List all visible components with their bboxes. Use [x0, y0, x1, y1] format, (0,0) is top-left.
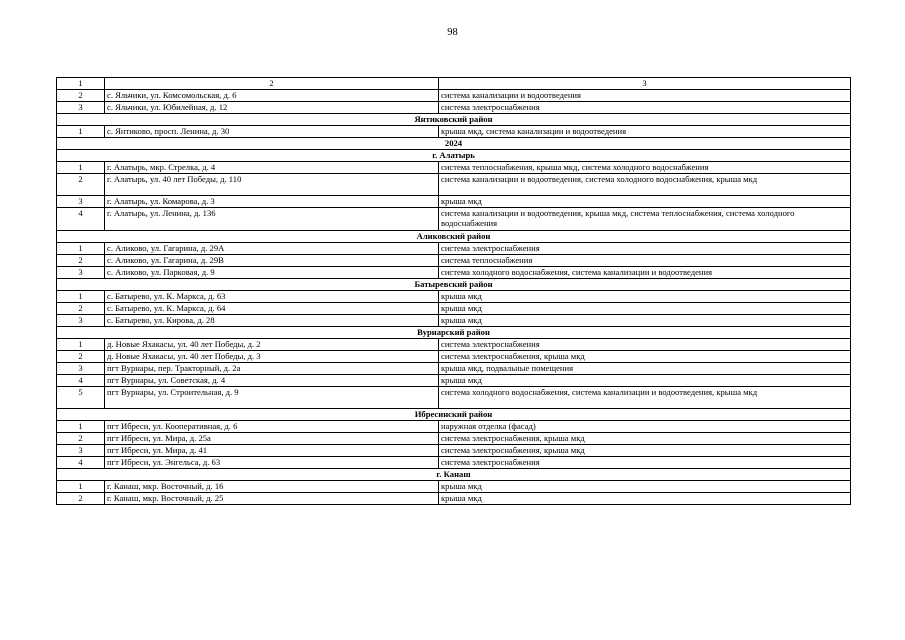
row-number-cell: 3 [57, 363, 105, 375]
systems-cell: система канализации и водоотведения, система холодного водоснабжения, крыша мкд [439, 174, 851, 196]
address-cell: г. Алатырь, ул. 40 лет Победы, д. 110 [105, 174, 439, 196]
header-cell-3: 3 [439, 78, 851, 90]
address-cell: пгт Ибреси, ул. Энгельса, д. 63 [105, 457, 439, 469]
section-heading: г. Канаш [57, 469, 851, 481]
systems-cell: система электроснабжения [439, 339, 851, 351]
address-cell: д. Новые Яхакасы, ул. 40 лет Победы, д. 3 [105, 351, 439, 363]
table-row [57, 267, 851, 279]
systems-cell: система электроснабжения [439, 243, 851, 255]
address-cell: г. Алатырь, ул. Ленина, д. 136 [105, 208, 439, 231]
address-cell: пгт Вурнары, ул. Советская, д. 4 [105, 375, 439, 387]
systems-cell: крыша мкд [439, 481, 851, 493]
systems-cell: система теплоснабжения, крыша мкд, система холодного водоснабжения [439, 162, 851, 174]
row-number-cell: 1 [57, 162, 105, 174]
section-heading-row [57, 469, 851, 481]
section-heading-row [57, 409, 851, 421]
section-heading: Аликовский район [57, 231, 851, 243]
repair-schedule-table [56, 77, 851, 505]
table-row [57, 387, 851, 409]
table-body [57, 78, 851, 505]
row-number-cell: 4 [57, 375, 105, 387]
section-heading: г. Алатырь [57, 150, 851, 162]
row-number-cell: 3 [57, 267, 105, 279]
systems-cell: система электроснабжения, крыша мкд [439, 445, 851, 457]
row-number-cell: 3 [57, 102, 105, 114]
address-cell: г. Канаш, мкр. Восточный, д. 16 [105, 481, 439, 493]
row-number-cell: 3 [57, 315, 105, 327]
row-number-cell: 2 [57, 90, 105, 102]
address-cell: пгт Ибреси, ул. Кооперативная, д. 6 [105, 421, 439, 433]
row-number-cell: 1 [57, 421, 105, 433]
row-number-cell: 5 [57, 387, 105, 409]
table-row [57, 162, 851, 174]
header-cell-1: 1 [57, 78, 105, 90]
row-number-cell: 1 [57, 126, 105, 138]
address-cell: с. Батырево, ул. К. Маркса, д. 64 [105, 303, 439, 315]
systems-cell: крыша мкд [439, 493, 851, 505]
table-row [57, 493, 851, 505]
table-row [57, 208, 851, 231]
table-row [57, 174, 851, 196]
row-number-cell: 2 [57, 303, 105, 315]
row-number-cell: 2 [57, 174, 105, 196]
section-heading-row [57, 150, 851, 162]
systems-cell: система электроснабжения, крыша мкд [439, 351, 851, 363]
address-cell: с. Аликово, ул. Гагарина, д. 29В [105, 255, 439, 267]
row-number-cell: 4 [57, 457, 105, 469]
table-row [57, 363, 851, 375]
row-number-cell: 2 [57, 255, 105, 267]
address-cell: с. Аликово, ул. Гагарина, д. 29А [105, 243, 439, 255]
row-number-cell: 1 [57, 339, 105, 351]
table-row [57, 315, 851, 327]
systems-cell: крыша мкд [439, 315, 851, 327]
section-heading: Вурнарский район [57, 327, 851, 339]
address-cell: пгт Вурнары, ул. Строительная, д. 9 [105, 387, 439, 409]
table-row [57, 457, 851, 469]
table-row [57, 351, 851, 363]
systems-cell: крыша мкд, система канализации и водоотведения [439, 126, 851, 138]
table-row [57, 102, 851, 114]
systems-cell: крыша мкд [439, 291, 851, 303]
table-row [57, 375, 851, 387]
row-number-cell: 3 [57, 196, 105, 208]
section-heading: 2024 [57, 138, 851, 150]
table-row [57, 196, 851, 208]
systems-cell: система электроснабжения [439, 102, 851, 114]
address-cell: пгт Ибреси, ул. Мира, д. 41 [105, 445, 439, 457]
table-row [57, 243, 851, 255]
table-row [57, 255, 851, 267]
address-cell: г. Алатырь, ул. Комарова, д. 3 [105, 196, 439, 208]
column-number-header-row [57, 78, 851, 90]
address-cell: с. Янтиково, просп. Ленина, д. 30 [105, 126, 439, 138]
table-row [57, 303, 851, 315]
address-cell: г. Канаш, мкр. Восточный, д. 25 [105, 493, 439, 505]
systems-cell: наружная отделка (фасад) [439, 421, 851, 433]
section-heading: Ибресинский район [57, 409, 851, 421]
address-cell: г. Алатырь, мкр. Стрелка, д. 4 [105, 162, 439, 174]
row-number-cell: 2 [57, 351, 105, 363]
table-row [57, 291, 851, 303]
table-row [57, 421, 851, 433]
table-row [57, 445, 851, 457]
table-row [57, 90, 851, 102]
row-number-cell: 3 [57, 445, 105, 457]
systems-cell: система холодного водоснабжения, система канализации и водоотведения, крыша мкд [439, 387, 851, 409]
row-number-cell: 1 [57, 291, 105, 303]
section-heading-row [57, 231, 851, 243]
address-cell: пгт Вурнары, пер. Тракторный, д. 2а [105, 363, 439, 375]
section-heading: Батыревский район [57, 279, 851, 291]
address-cell: с. Яльчики, ул. Комсомольская, д. 6 [105, 90, 439, 102]
row-number-cell: 1 [57, 243, 105, 255]
table-row [57, 339, 851, 351]
page-number: 98 [447, 27, 458, 38]
section-heading: Янтиковский район [57, 114, 851, 126]
section-heading-row [57, 114, 851, 126]
systems-cell: крыша мкд [439, 375, 851, 387]
systems-cell: система электроснабжения [439, 457, 851, 469]
address-cell: с. Батырево, ул. К. Маркса, д. 63 [105, 291, 439, 303]
table-row [57, 481, 851, 493]
systems-cell: система электроснабжения, крыша мкд [439, 433, 851, 445]
systems-cell: крыша мкд, подвальные помещения [439, 363, 851, 375]
section-heading-row [57, 279, 851, 291]
address-cell: д. Новые Яхакасы, ул. 40 лет Победы, д. 2 [105, 339, 439, 351]
section-heading-row [57, 138, 851, 150]
systems-cell: система канализации и водоотведения, крыша мкд, система теплоснабжения, система холодного водоснабжения [439, 208, 851, 231]
table-row [57, 433, 851, 445]
systems-cell: крыша мкд [439, 303, 851, 315]
table-row [57, 126, 851, 138]
row-number-cell: 2 [57, 433, 105, 445]
header-cell-2: 2 [105, 78, 439, 90]
row-number-cell: 2 [57, 493, 105, 505]
address-cell: пгт Ибреси, ул. Мира, д. 25а [105, 433, 439, 445]
systems-cell: система канализации и водоотведения [439, 90, 851, 102]
systems-cell: система теплоснабжения [439, 255, 851, 267]
address-cell: с. Батырево, ул. Кирова, д. 28 [105, 315, 439, 327]
row-number-cell: 4 [57, 208, 105, 231]
systems-cell: система холодного водоснабжения, система канализации и водоотведения [439, 267, 851, 279]
address-cell: с. Аликово, ул. Парковая, д. 9 [105, 267, 439, 279]
address-cell: с. Яльчики, ул. Юбилейная, д. 12 [105, 102, 439, 114]
systems-cell: крыша мкд [439, 196, 851, 208]
section-heading-row [57, 327, 851, 339]
row-number-cell: 1 [57, 481, 105, 493]
